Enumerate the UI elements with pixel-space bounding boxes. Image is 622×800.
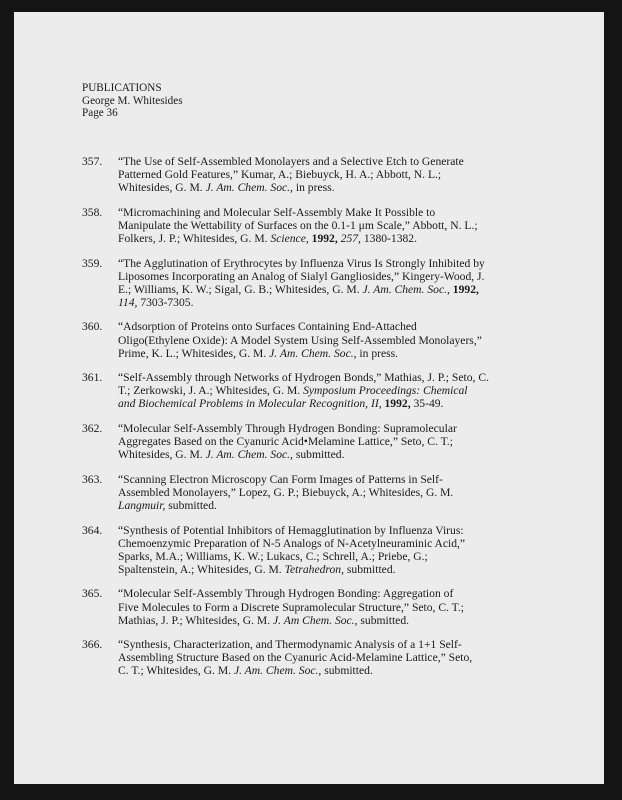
reference-text: Liposomes Incorporating an Analog of Sialyl Gangliosides,” Kingery-Wood, J. — [118, 269, 485, 283]
reference-item — [82, 155, 562, 194]
header-author: George M. Whitesides — [82, 94, 183, 107]
reference-line — [118, 422, 562, 435]
reference-number: 364. — [82, 523, 103, 537]
reference-line — [118, 537, 562, 550]
reference-text: 35-49. — [410, 397, 444, 411]
reference-line — [118, 601, 562, 614]
reference-text: 1380-1382. — [360, 231, 417, 245]
reference-text: Sparks, M.A.; Williams, K. W.; Lukacs, C.; Schrell, A.; Priebe, G.; — [118, 549, 428, 563]
reference-text: 7303-7305. — [137, 295, 194, 309]
reference-text: Folkers, J. P.; Whitesides, G. M. — [118, 231, 271, 245]
reference-number: 362. — [82, 422, 103, 435]
reference-text: J. Am Chem. Soc., — [273, 613, 358, 627]
reference-item — [82, 638, 562, 677]
reference-text: J. Am. Chem. Soc., — [205, 448, 293, 462]
reference-line — [118, 448, 562, 461]
reference-line — [118, 181, 562, 194]
reference-line — [118, 206, 562, 219]
reference-text: Science, — [270, 231, 309, 245]
reference-number: 365. — [82, 587, 103, 601]
reference-text: Langmuir, — [118, 498, 166, 512]
reference-text: “Synthesis of Potential Inhibitors of Hemagglutination by Influenza Virus: — [118, 523, 464, 537]
reference-text: submitted. — [292, 448, 345, 462]
reference-text: “Self-Assembly through Networks of Hydrogen Bonds,” Mathias, J. P.; Seto, C. — [118, 371, 489, 385]
reference-text: in press. — [292, 181, 335, 195]
reference-text: J. Am. Chem. Soc., — [233, 664, 322, 678]
reference-text: “Molecular Self-Assembly Through Hydrogen Bonding: Aggregation of — [118, 587, 454, 601]
reference-text: in press. — [356, 346, 399, 360]
reference-text: C. T.; Whitesides, G. M. — [118, 664, 234, 678]
reference-text: Tetrahedron, — [284, 562, 344, 576]
reference-number: 358. — [82, 205, 103, 219]
reference-text: Chemoenzymic Preparation of N-5 Analogs of N-Acetylneuraminic Acid,” — [118, 536, 466, 550]
reference-text: Whitesides, G. M. — [118, 181, 206, 195]
reference-text: Assembled Monolayers,” Lopez, G. P.; Biebuyck, A.; Whitesides, G. M. — [118, 485, 454, 499]
reference-item — [82, 320, 562, 359]
reference-text: Patterned Gold Features,” Kumar, A.; Biebuyck, H. A.; Abbott, N. L.; — [118, 168, 442, 182]
reference-line — [118, 155, 562, 168]
reference-text: and Biochemical Problems in Molecular Recognition, II, — [118, 397, 382, 411]
reference-line — [118, 587, 562, 600]
reference-text: Oligo(Ethylene Oxide): A Model System Using Self-Assembled Monolayers,” — [118, 333, 482, 347]
reference-line — [118, 334, 562, 347]
reference-text: J. Am. Chem. Soc., — [205, 181, 293, 195]
reference-text: J. Am. Chem. Soc., — [362, 282, 450, 296]
reference-line — [118, 296, 562, 309]
reference-line — [118, 563, 562, 576]
reference-line — [118, 283, 562, 296]
reference-text: submitted. — [165, 498, 217, 512]
reference-text: E.; Williams, K. W.; Sigal, G. B.; Whitesides, G. M. — [118, 282, 363, 296]
reference-text: “The Use of Self-Assembled Monolayers and a Selective Etch to Generate — [118, 155, 464, 168]
reference-number: 363. — [82, 472, 103, 486]
reference-line — [118, 371, 562, 384]
reference-text: 257, — [340, 231, 361, 245]
reference-line — [118, 232, 562, 245]
reference-text: 114, — [118, 295, 138, 309]
reference-line — [118, 524, 562, 537]
reference-text: Whitesides, G. M. — [118, 448, 206, 462]
reference-text: Spaltenstein, A.; Whitesides, G. M. — [118, 562, 285, 576]
reference-number: 359. — [82, 256, 103, 270]
reference-line — [118, 384, 562, 397]
reference-text: submitted. — [321, 664, 373, 678]
reference-line — [118, 664, 562, 677]
reference-number: 361. — [82, 371, 103, 385]
reference-line — [118, 219, 562, 232]
reference-line — [118, 614, 562, 627]
reference-text: Manipulate the Wettability of Surfaces on the 0.1-1 μm Scale,” Abbott, N. L.; — [118, 218, 478, 232]
reference-item — [82, 587, 562, 626]
reference-text: submitted. — [343, 562, 396, 576]
reference-text: “The Agglutination of Erythrocytes by Influenza Virus Is Strongly Inhibited by — [118, 256, 485, 270]
reference-text: “Scanning Electron Microscopy Can Form Images of Patterns in Self- — [118, 472, 443, 486]
document-page — [14, 12, 604, 784]
reference-line — [118, 257, 562, 270]
header-page-number: Page 36 — [82, 107, 118, 120]
reference-line — [118, 347, 562, 360]
reference-line — [118, 651, 562, 664]
reference-text: 1992, — [452, 282, 479, 296]
reference-text: “Molecular Self-Assembly Through Hydrogen Bonding: Supramolecular — [118, 422, 457, 435]
reference-line — [118, 486, 562, 499]
reference-line — [118, 550, 562, 563]
reference-text: “Synthesis, Characterization, and Thermodynamic Analysis of a 1+1 Self- — [118, 638, 462, 652]
reference-text: submitted. — [357, 613, 410, 627]
page-header — [82, 82, 183, 120]
reference-item — [82, 473, 562, 512]
reference-text: Assembling Structure Based on the Cyanuric Acid-Melamine Lattice,” Seto, — [118, 651, 473, 665]
reference-item — [82, 206, 562, 245]
reference-item — [82, 371, 562, 410]
reference-number: 357. — [82, 155, 103, 168]
reference-item — [82, 524, 562, 576]
reference-number: 360. — [82, 320, 103, 334]
reference-line — [118, 397, 562, 410]
reference-text: 1992, — [384, 397, 411, 411]
reference-line — [118, 473, 562, 486]
reference-line — [118, 168, 562, 181]
reference-line — [118, 270, 562, 283]
reference-text: “Micromachining and Molecular Self-Assembly Make It Possible to — [118, 205, 436, 219]
reference-line — [118, 435, 562, 448]
reference-item — [82, 257, 562, 309]
reference-line — [118, 499, 562, 512]
reference-line — [118, 638, 562, 651]
reference-text: Symposium Proceedings: Chemical — [303, 384, 468, 398]
reference-list — [82, 155, 562, 689]
reference-text: Mathias, J. P.; Whitesides, G. M. — [118, 613, 274, 627]
reference-item — [82, 422, 562, 461]
reference-text: Prime, K. L.; Whitesides, G. M. — [118, 346, 270, 360]
reference-text: Five Molecules to Form a Discrete Supramolecular Structure,” Seto, C. T.; — [118, 600, 465, 614]
reference-text: Aggregates Based on the Cyanuric Acid•Melamine Lattice,” Seto, C. T.; — [118, 435, 453, 449]
reference-text: J. Am. Chem. Soc., — [269, 346, 357, 360]
reference-text: 1992, — [311, 231, 338, 245]
header-title: PUBLICATIONS — [82, 82, 162, 94]
reference-number: 366. — [82, 638, 103, 652]
reference-line — [118, 320, 562, 333]
reference-text: T.; Zerkowski, J. A.; Whitesides, G. M. — [118, 384, 304, 398]
reference-text: “Adsorption of Proteins onto Surfaces Containing End-Attached — [118, 320, 417, 334]
